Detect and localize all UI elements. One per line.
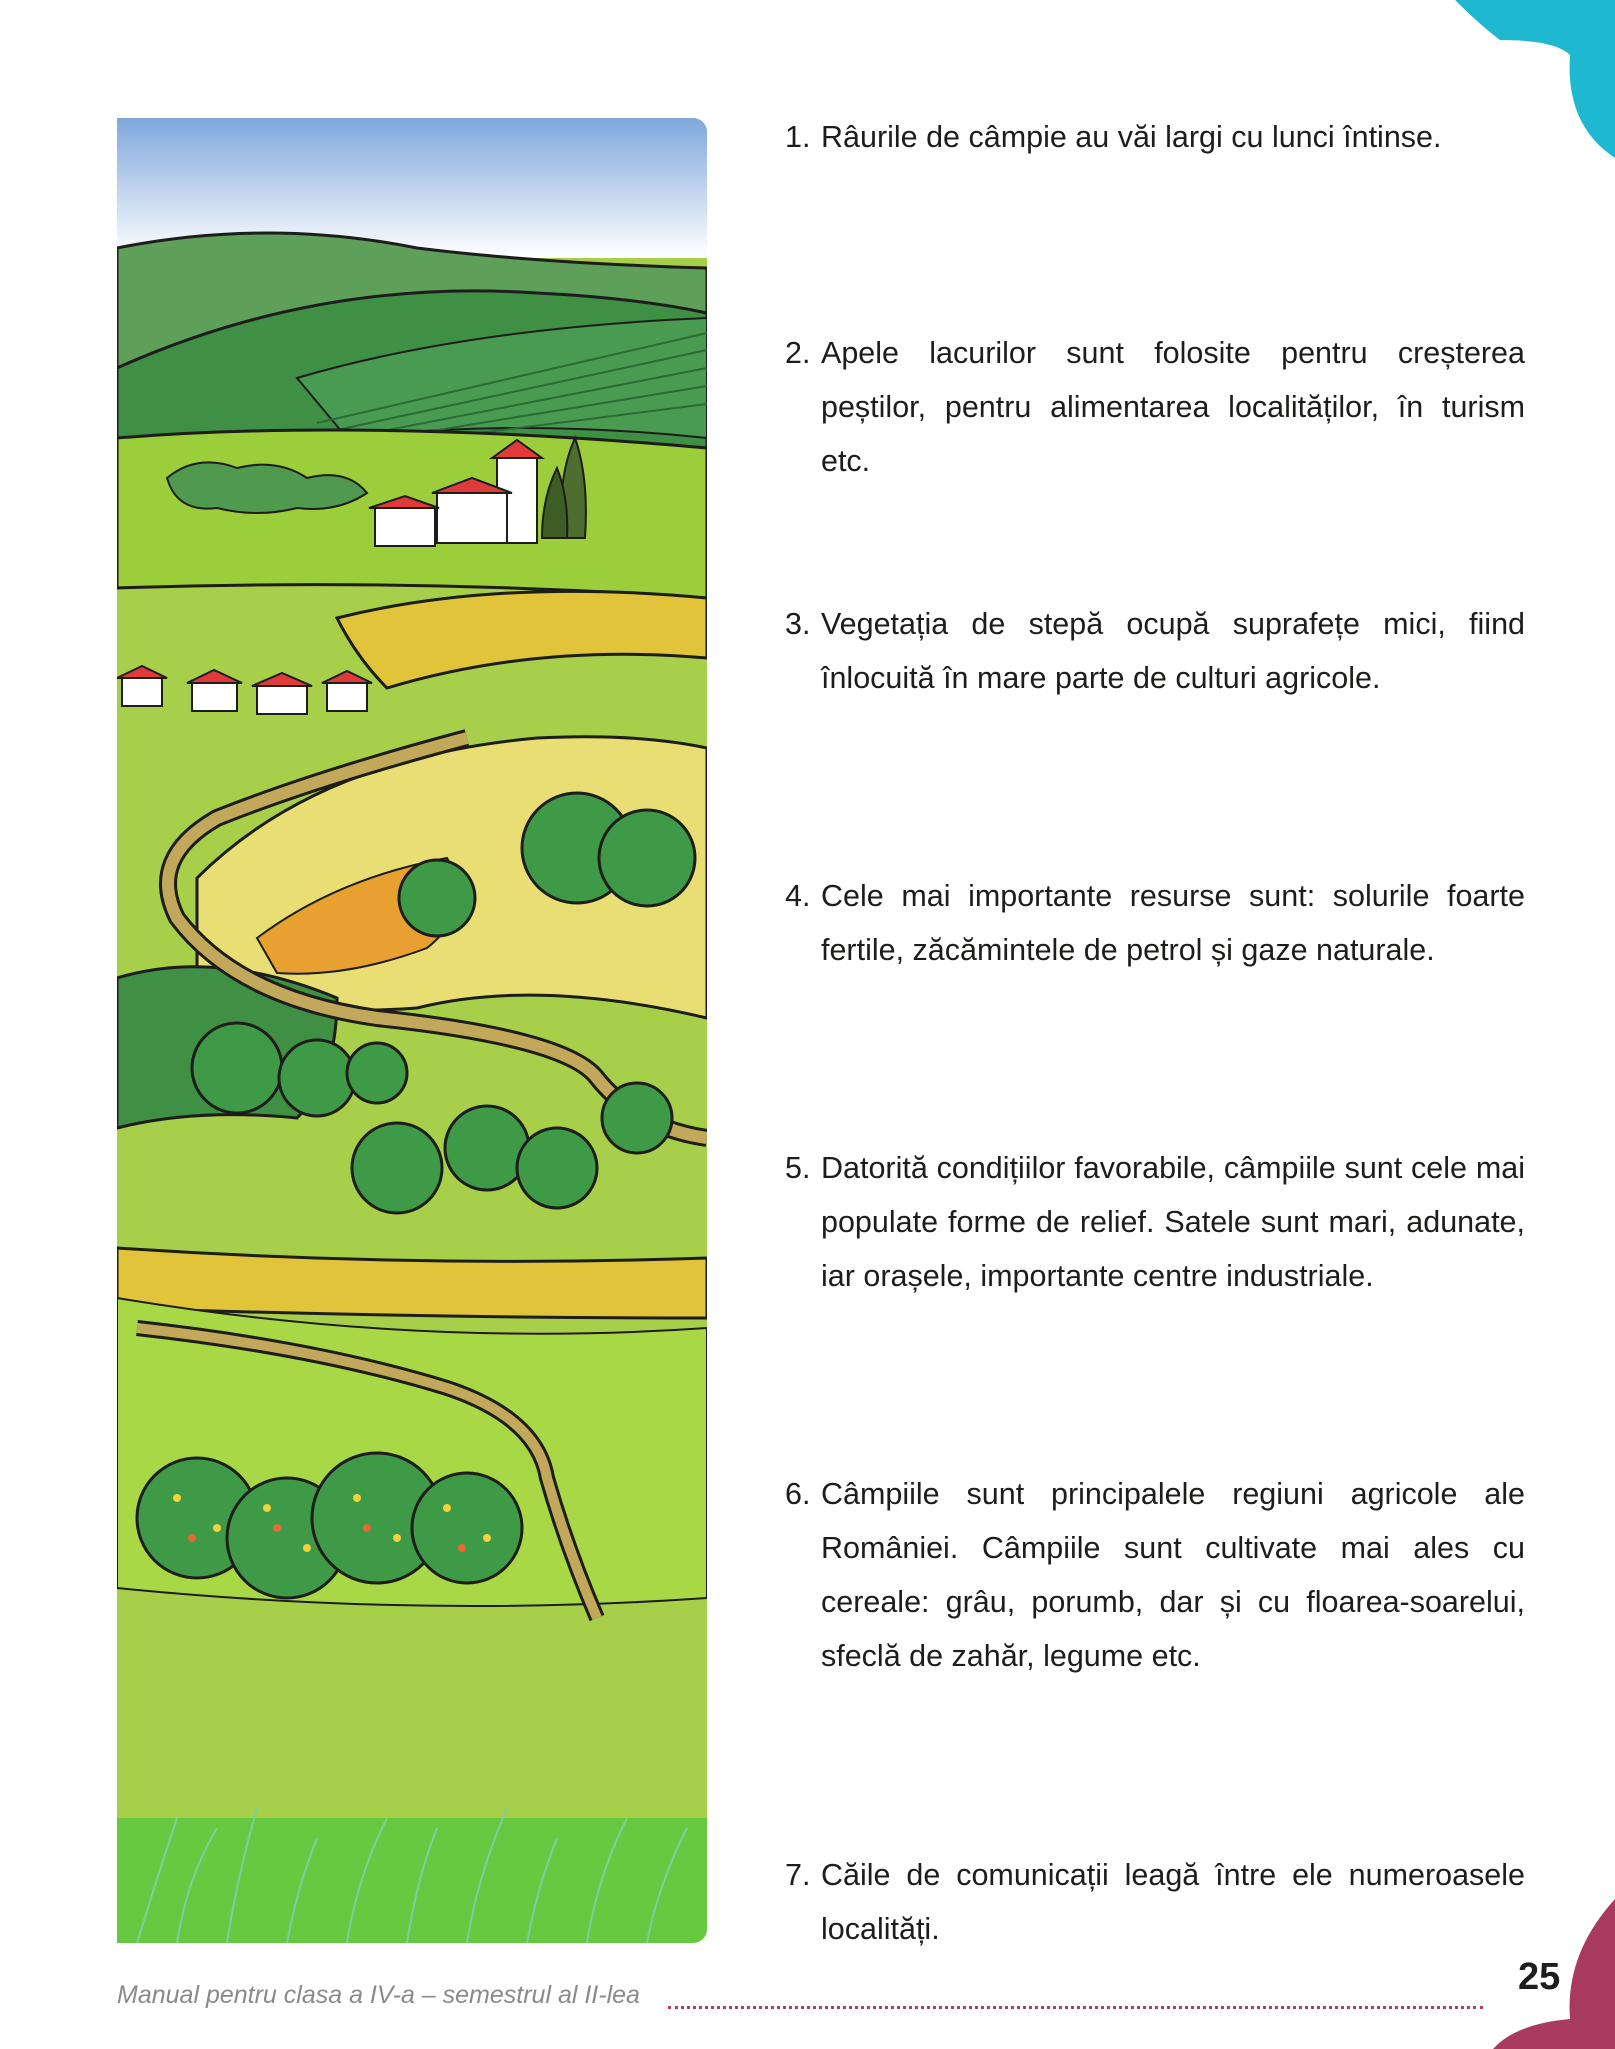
statement-2 — [785, 326, 1525, 488]
statement-text: Apele lacurilor sunt folosite pentru creșterea peștilor, pentru alimentarea localităților, în turism etc. — [821, 336, 1525, 478]
statement-number: 4. — [785, 879, 811, 913]
statement-7 — [785, 1848, 1525, 1956]
plain-landscape-illustration — [117, 118, 707, 1943]
statement-number: 3. — [785, 607, 811, 641]
statement-number: 5. — [785, 1151, 811, 1185]
statement-6 — [785, 1467, 1525, 1683]
statement-5 — [785, 1141, 1525, 1303]
statement-4 — [785, 869, 1525, 977]
footer-text: Manual pentru clasa a IV-a – semestrul al II-lea — [117, 1981, 640, 2009]
statement-text: Cele mai importante resurse sunt: solurile foarte fertile, zăcămintele de petrol și gaze naturale. — [821, 879, 1525, 967]
statement-1 — [785, 110, 1525, 164]
statement-number: 2. — [785, 336, 811, 370]
statement-text: Râurile de câmpie au văi largi cu lunci întinse. — [821, 120, 1442, 154]
statement-number: 6. — [785, 1477, 811, 1511]
statement-text: Câmpiile sunt principalele regiuni agricole ale României. Câmpiile sunt cultivate mai ales cu cereale: grâu, porumb, dar și cu floarea-soarelui, sfeclă de zahăr, legume etc. — [821, 1477, 1525, 1673]
footer-dotted-rule — [668, 2006, 1483, 2009]
statement-text: Căile de comunicații leagă între ele numeroasele localități. — [821, 1858, 1525, 1946]
statement-text: Vegetația de stepă ocupă suprafețe mici, fiind înlocuită în mare parte de culturi agricole. — [821, 607, 1525, 695]
statement-number: 1. — [785, 120, 811, 154]
statement-text: Datorită condițiilor favorabile, câmpiile sunt cele mai populate forme de relief. Satele sunt mari, adunate, iar orașele, importante centre industriale. — [821, 1151, 1525, 1293]
statement-number: 7. — [785, 1858, 811, 1892]
statement-3 — [785, 597, 1525, 705]
page-number: 25 — [1518, 1956, 1561, 1998]
